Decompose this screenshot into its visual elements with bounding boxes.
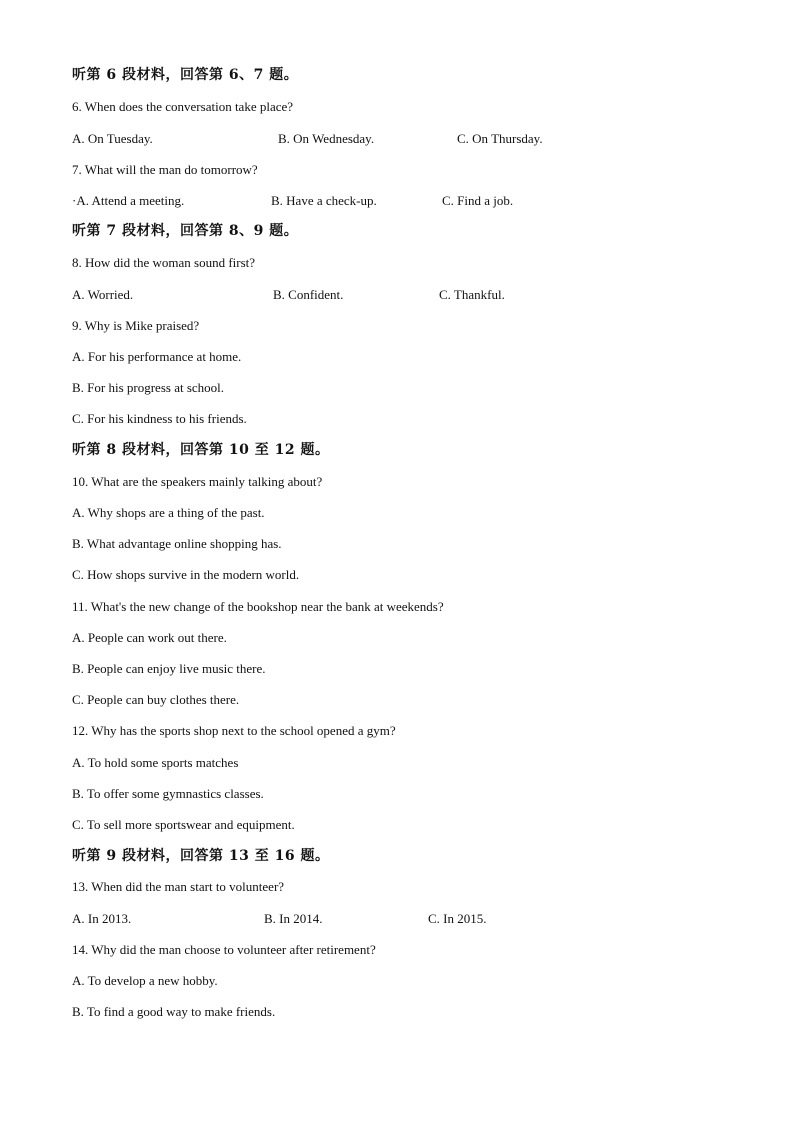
q9-option-c: C. For his kindness to his friends. (72, 411, 247, 426)
section-heading: 听第 8 段材料，回答第 10 至 12 题。 (72, 442, 330, 458)
q8-option-b: B. Confident. (273, 287, 344, 302)
q8-option-c: C. Thankful. (439, 287, 505, 302)
question-7: 7. What will the man do tomorrow? (72, 162, 258, 177)
q10-option-b: B. What advantage online shopping has. (72, 536, 282, 551)
q12-option-b: B. To offer some gymnastics classes. (72, 786, 264, 801)
q10-option-a: A. Why shops are a thing of the past. (72, 505, 265, 520)
q14-option-b: B. To find a good way to make friends. (72, 1004, 276, 1019)
q13-option-a: A. In 2013. (72, 911, 132, 926)
question-11: 11. What's the new change of the bookshop near the bank at weekends? (72, 599, 444, 614)
q7-option-c: C. Find a job. (442, 193, 514, 208)
question-9: 9. Why is Mike praised? (72, 318, 200, 333)
q6-option-c: C. On Thursday. (457, 131, 543, 146)
question-13: 13. When did the man start to volunteer? (72, 879, 285, 894)
q9-option-a: A. For his performance at home. (72, 349, 242, 364)
question-6: 6. When does the conversation take place? (72, 99, 294, 114)
q12-option-a: A. To hold some sports matches (72, 755, 239, 770)
section-heading: 听第 7 段材料，回答第 8、9 题。 (72, 223, 299, 239)
q9-option-b: B. For his progress at school. (72, 380, 225, 395)
q11-option-b: B. People can enjoy live music there. (72, 661, 266, 676)
question-8: 8. How did the woman sound first? (72, 255, 256, 270)
q8-option-a: A. Worried. (72, 287, 134, 302)
q10-option-c: C. How shops survive in the modern world. (72, 567, 300, 582)
q6-option-b: B. On Wednesday. (278, 131, 375, 146)
question-12: 12. Why has the sports shop next to the school opened a gym? (72, 723, 396, 738)
q12-option-c: C. To sell more sportswear and equipment. (72, 817, 295, 832)
q11-option-c: C. People can buy clothes there. (72, 692, 240, 707)
q11-option-a: A. People can work out there. (72, 630, 227, 645)
question-14: 14. Why did the man choose to volunteer after retirement? (72, 942, 376, 957)
section-heading: 听第 9 段材料，回答第 13 至 16 题。 (72, 848, 330, 864)
question-10: 10. What are the speakers mainly talking about? (72, 474, 323, 489)
q7-option-a: ·A. Attend a meeting. (72, 193, 185, 208)
q13-option-c: C. In 2015. (428, 911, 487, 926)
section-heading: 听第 6 段材料，回答第 6、7 题。 (72, 67, 299, 83)
q14-option-a: A. To develop a new hobby. (72, 973, 218, 988)
q6-option-a: A. On Tuesday. (72, 131, 153, 146)
q13-option-b: B. In 2014. (264, 911, 323, 926)
q7-option-b: B. Have a check-up. (271, 193, 377, 208)
